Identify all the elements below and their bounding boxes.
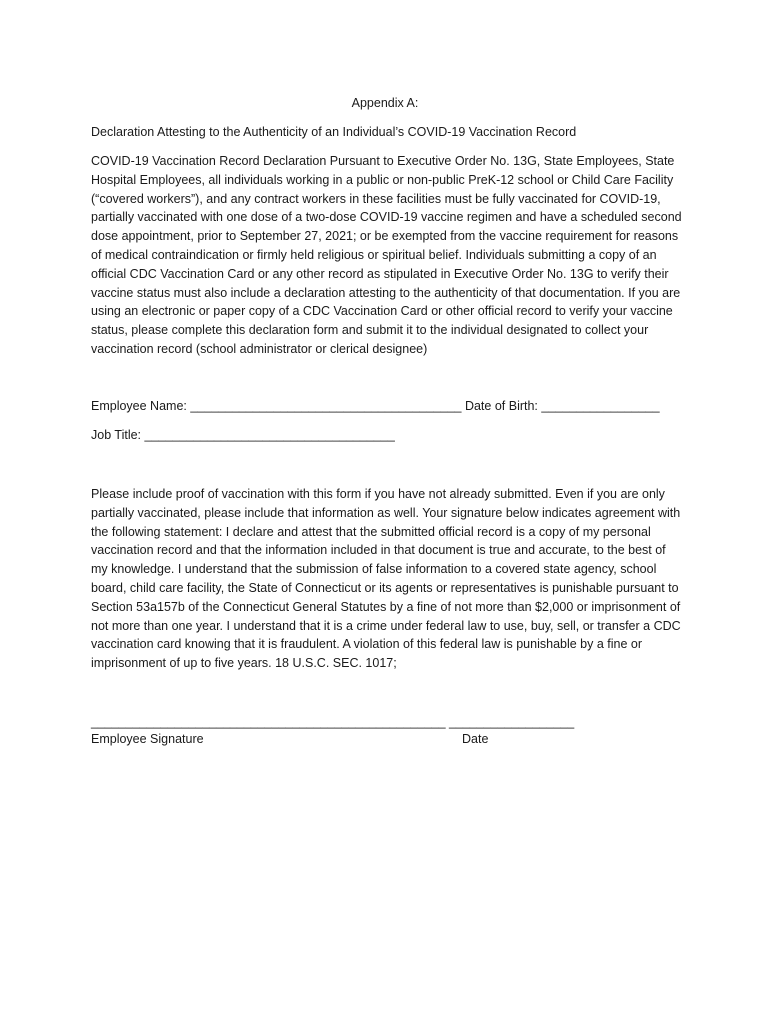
employee-name-field: _______________________________________ [190, 399, 462, 413]
job-title-label: Job Title: [91, 428, 145, 442]
signature-field: ___________________________________________________ [91, 715, 446, 729]
intro-paragraph: COVID-19 Vaccination Record Declaration Pursuant to Executive Order No. 13G, State Employees, State Hospital Employees, all individuals working in a public or non-public PreK-12 school or Child Care Facility (“covered workers”), and any contract workers in these facilities must be fully vaccinated for COVID-19, partially vaccinated with one dose of a two-dose COVID-19 vaccine regimen and have a scheduled second dose appointment, prior to September 27, 2021; or be exempted from the vaccine requirement for reasons of medical contraindication or firmly held religious or spiritual belief. Individuals submitting a copy of an official CDC Vaccination Card or any other record as stipulated in Executive Order No. 13G to verify their vaccine status must also include a declaration attesting to the authenticity of that documentation. If you are using an electronic or paper copy of a CDC Vaccination Card or other official record to verify your vaccine status, please complete this declaration form and submit it to the individual designated to collect your vaccination record (school administrator or clerical designee) [91, 154, 682, 356]
signature-line-row [91, 714, 574, 730]
job-title-row [91, 427, 395, 443]
employee-signature-label: Employee Signature [91, 732, 204, 746]
attestation-paragraph: Please include proof of vaccination with this form if you have not already submitted. Even if you are only partially vaccinated, please include that information as well. Your signature below indicates agreement with the following statement: I declare and attest that the submitted official record is a copy of my personal vaccination record and that the information included in that document is true and accurate, to the best of my knowledge. I understand that the submission of false information to a covered state agency, school board, child care facility, the State of Connecticut or its agents or representatives is punishable pursuant to Section 53a157b of the Connecticut General Statutes by a fine of not more than $2,000 or imprisonment of not more than one year. I understand that it is a crime under federal law to use, buy, sell, or transfer a CDC vaccination card knowing that it is fraudulent. A violation of this federal law is punishable by a fine or imprisonment of up to five years. 18 U.S.C. SEC. 1017; [91, 487, 681, 671]
signature-date-field: __________________ [449, 715, 575, 729]
appendix-title: Appendix A: [351, 96, 419, 110]
employee-name-label: Employee Name: [91, 399, 191, 413]
date-of-birth-field: _________________ [541, 399, 660, 413]
employee-info-row [91, 398, 660, 414]
date-of-birth-label: Date of Birth: [461, 399, 542, 413]
date-label: Date [462, 732, 489, 746]
declaration-heading: Declaration Attesting to the Authenticity of an Individual’s COVID-19 Vaccination Record [91, 125, 577, 139]
job-title-field: ____________________________________ [144, 428, 395, 442]
